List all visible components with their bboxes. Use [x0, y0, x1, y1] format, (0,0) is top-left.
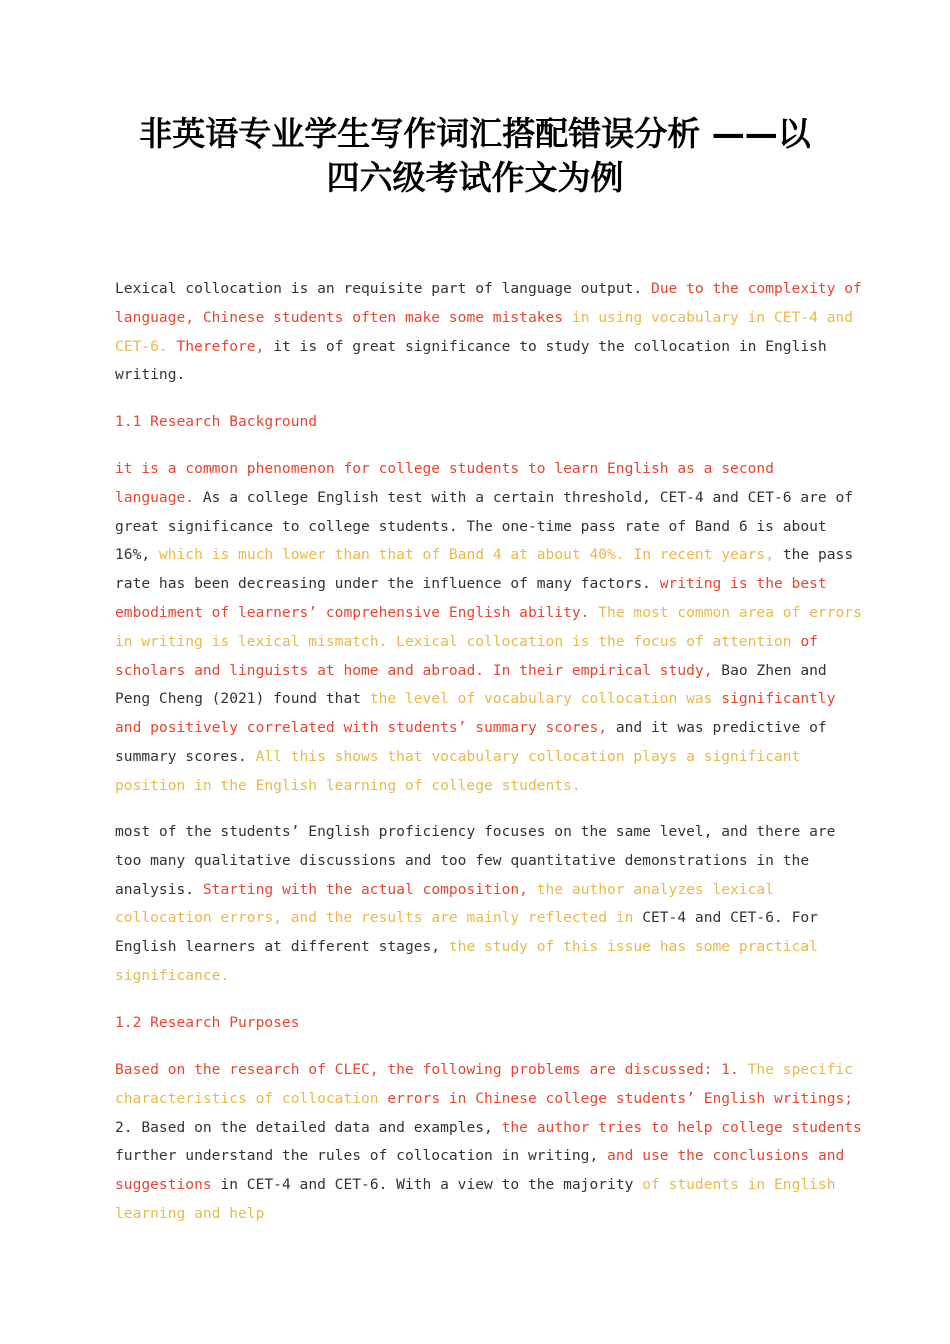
body-text: English learners at different stages, — [115, 938, 441, 956]
intro-highlight-red: language, Chinese students often make some mistakes — [115, 308, 564, 326]
body-text: rate has been decreasing under the influence of many factors. — [115, 575, 651, 593]
body-text: Peng Cheng (2021) found that — [115, 690, 362, 708]
intro-text: writing. — [115, 366, 186, 384]
intro-text: it is of great significance to study the collocation in English — [273, 337, 827, 355]
title-line-1: 非英语专业学生写作词汇搭配错误分析 ——以 — [139, 114, 811, 153]
highlight-red: Based on the research of CLEC, — [115, 1061, 379, 1078]
intro-highlight-yellow: CET-6. — [115, 337, 168, 355]
highlight-yellow: significance. — [115, 966, 230, 984]
highlight-yellow: the study of this issue has some practical — [448, 938, 818, 956]
highlight-yellow: position in the English learning of college students. — [115, 776, 581, 794]
highlight-red: and use the conclusions and — [607, 1147, 845, 1165]
highlight-yellow: of students in English — [642, 1176, 836, 1194]
highlight-red: embodiment of learners’ comprehensive English ability. — [115, 603, 590, 621]
highlight-red: it is a common phenomenon for college students to learn English as a second — [115, 460, 774, 477]
highlight-yellow: collocation errors, — [115, 909, 282, 927]
highlight-yellow: characteristics of collocation — [115, 1089, 379, 1107]
body-text: Bao Zhen and — [721, 661, 827, 679]
highlight-yellow: Lexical collocation is the focus of attention — [396, 632, 792, 650]
intro-text: Lexical collocation is an requisite part of language output. — [115, 280, 643, 297]
highlight-red: significantly — [721, 690, 836, 708]
highlight-red: writing is the best — [659, 575, 827, 593]
highlight-red: suggestions — [115, 1176, 212, 1194]
highlight-red: Starting with the actual composition, — [202, 880, 528, 898]
highlight-yellow: and the results are mainly reflected in — [290, 909, 634, 927]
highlight-yellow: All this shows that vocabulary collocation plays a significant — [255, 747, 801, 765]
title-line-2: 四六级考试作文为例 — [326, 158, 624, 197]
intro-highlight-red: Due to the complexity of — [650, 280, 862, 297]
section-heading-research-background: 1.1 Research Background — [115, 413, 318, 430]
highlight-red: of — [800, 632, 818, 650]
highlight-yellow: which is much lower than that of Band 4 at about 40%. — [158, 546, 625, 564]
highlight-red: the author tries to help college students — [501, 1118, 862, 1136]
body-text: 16%, — [115, 546, 151, 564]
highlight-red: errors in Chinese college students’ English writings; — [387, 1089, 854, 1107]
intro-highlight-yellow: in using vocabulary in CET-4 and — [571, 308, 854, 326]
highlight-red: language. — [115, 488, 195, 506]
highlight-yellow: in writing is lexical mismatch. — [115, 632, 388, 650]
body-text: further understand the rules of collocation in writing, — [115, 1147, 599, 1165]
highlight-yellow: The specific — [747, 1061, 854, 1078]
highlight-yellow: the author analyzes lexical — [536, 880, 774, 898]
intro-highlight-red: Therefore, — [176, 337, 265, 355]
body-text: the pass — [782, 546, 854, 564]
research-background-paragraph-1 — [115, 455, 862, 801]
research-background-paragraph-2 — [115, 818, 835, 991]
highlight-yellow: the level of vocabulary collocation was — [369, 690, 713, 708]
highlight-red: the following problems are discussed: 1. — [387, 1061, 739, 1078]
highlight-red: In their empirical study, — [492, 661, 713, 679]
highlight-yellow: In recent years, — [633, 546, 775, 564]
body-text: analysis. — [115, 880, 195, 898]
body-text: and it was predictive of — [615, 719, 827, 737]
intro-paragraph — [115, 275, 862, 390]
research-purposes-paragraph — [115, 1056, 862, 1229]
body-text: summary scores. — [115, 747, 247, 765]
body-text: in CET-4 and CET-6. With a view to the majority — [220, 1176, 634, 1194]
body-text: too many qualitative discussions and too few quantitative demonstrations in the — [115, 851, 810, 869]
body-text: CET-4 and CET-6. For — [642, 909, 818, 927]
body-text: As a college English test with a certain threshold, CET-4 and CET-6 are of — [202, 488, 854, 506]
highlight-yellow: The most common area of errors — [598, 603, 862, 621]
body-text: most of the students’ English proficiency focuses on the same level, and there are — [115, 823, 836, 840]
document-title — [100, 112, 850, 200]
body-text: great significance to college students. The one-time pass rate of Band 6 is about — [115, 517, 827, 535]
body-text: 2. Based on the detailed data and examples, — [115, 1118, 493, 1136]
highlight-red: scholars and linguists at home and abroad. — [115, 661, 485, 679]
section-heading-research-purposes: 1.2 Research Purposes — [115, 1014, 300, 1031]
highlight-yellow: learning and help — [115, 1204, 265, 1222]
highlight-red: and positively correlated with students’ summary scores, — [115, 719, 608, 737]
